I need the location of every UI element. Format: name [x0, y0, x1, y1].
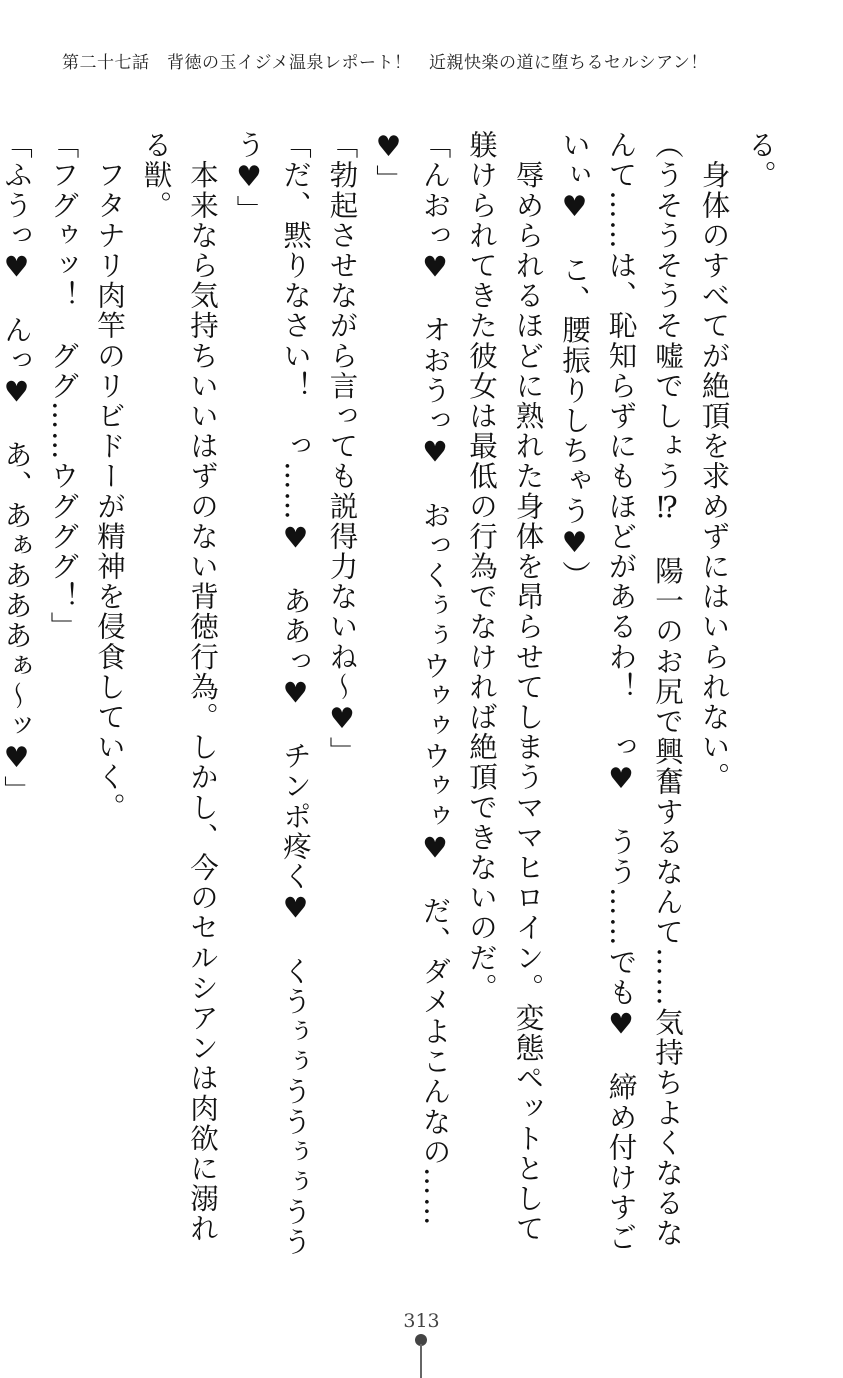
paragraph: る。 [744, 130, 777, 191]
paragraph: 「フグゥッ！ ググ……ウグググ！」 [46, 130, 80, 642]
paragraph: 身体のすべてが絶頂を求めずにはいられない。 [697, 130, 731, 793]
page-number: 313 [403, 1310, 440, 1332]
paragraph: 「んおっ♥ オおうっ♥ おっくぅぅウゥゥウゥゥ♥ だ、ダメよこんなの……♥」 [372, 130, 452, 1228]
paragraph: 本来なら気持ちいいはずのない背徳行為。しかし、今のセルシアンは肉欲に溺れる獣。 [139, 130, 219, 1244]
paragraph: 「勃起させながら言っても説得力ないね～♥」 [325, 130, 359, 767]
running-header: 第二十七話 背徳の玉イジメ温泉レポート！ 近親快楽の道に堕ちるセルシアン！ [62, 53, 708, 73]
paragraph: 「ふうっ♥ んっ♥ あ、あぁあああぁ～ッ♥」 [0, 130, 33, 806]
paragraph: フタナリ肉竿のリビドーが精神を侵食していく。 [93, 130, 126, 823]
body-text [0, 130, 783, 1270]
paragraph: （うそうそうそ嘘でしょう⁉ 陽一のお尻で興奮するなんて……気持ちよくなるなんて……は、恥知らずにもほどがあるわ！ っ♥ うう……でも♥ 締め付けすごいぃ♥ こ、腰振りしちゃう♥） [558, 130, 684, 1253]
page-marker-icon [415, 1334, 427, 1378]
paragraph: 辱められるほどに熟れた身体を昂らせてしまうママヒロイン。変態ペットとして躾けられてきた彼女は最低の行為でなければ絶頂できないのだ。 [465, 130, 545, 1244]
paragraph: 「だ、黙りなさい！ っ……♥ ああっ♥ チンポ疼く♥ くうぅぅううぅぅううう♥」 [232, 130, 312, 1258]
page-marker-line [420, 1344, 422, 1378]
